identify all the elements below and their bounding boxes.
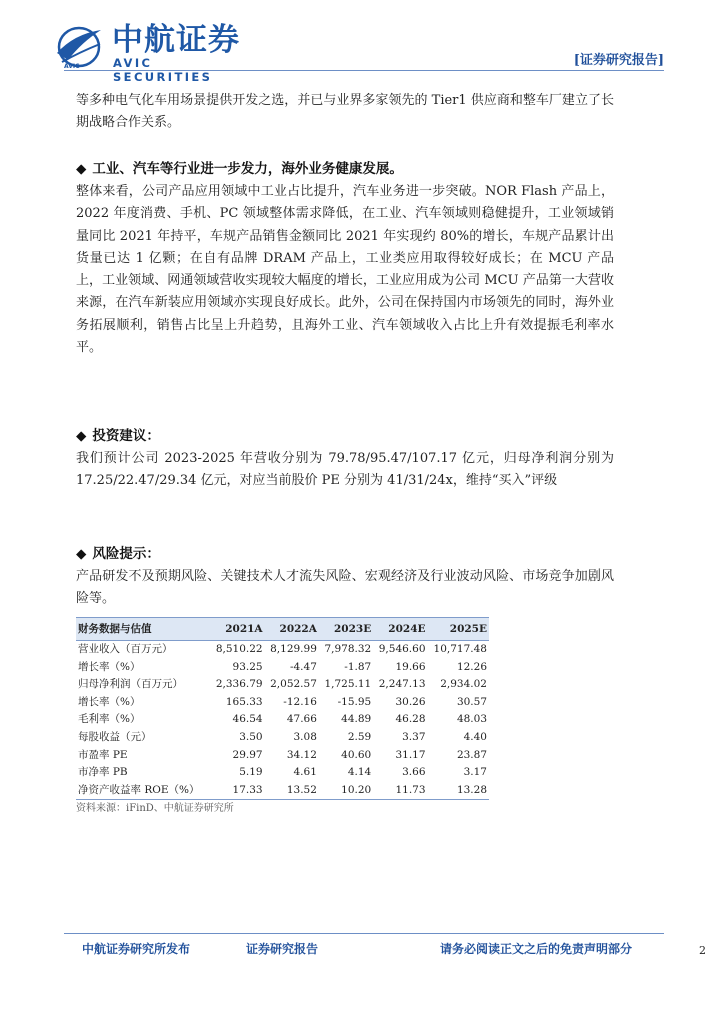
value-cell: 2,052.57	[270, 678, 317, 691]
value-cell: 3.66	[402, 766, 426, 779]
value-cell: 30.57	[456, 695, 487, 708]
value-cell: 29.97	[232, 748, 263, 761]
section-heading-investment	[76, 425, 614, 447]
section-title: 投资建议：	[92, 428, 160, 444]
value-cell: 3.50	[239, 730, 263, 743]
page-number: 2	[699, 944, 706, 957]
value-cell: 165.33	[225, 695, 263, 708]
table-header-cell: 2025E	[428, 618, 489, 641]
value-cell: 10.20	[319, 782, 373, 800]
industry-paragraph: 整体来看，公司产品应用领域中工业占比提升，汽车业务进一步突破。NOR Flash 产品上，2022 年度消费、手机、PC 领域整体需求降低，在工业、汽车领域则稳健提升，工业领域销量同比 2021 年持平，车规产品销售金额同比 2021 年实现约 80%的增长，车规产品累计出货量已达 1 亿颗；在自有品牌 DRAM 产品上，工业类应用取得较好成长；在 MCU 产品上，工业领域、网通领域营收实现较大幅度的增长，工业应用成为公司 MCU 产品第一大营收来源，在汽车新装应用领域亦实现良好成长。此外，公司在保持国内市场领先的同时，海外业务拓展顺利，销售占比呈上升趋势，且海外工业、汽车领域收入占比上升有效提振毛利率水平。	[76, 184, 614, 356]
footer-divider	[64, 933, 664, 934]
value-cell: 44.89	[341, 713, 372, 726]
value-cell: 5.19	[239, 766, 263, 779]
row-label-cell: 增长率（%）	[78, 660, 141, 673]
table-row	[76, 782, 489, 800]
footer-disclaimer-note: 请务必阅读正文之后的免责声明部分	[440, 942, 633, 956]
section-heading-risk	[76, 543, 614, 565]
value-cell: 8,510.22	[215, 643, 263, 655]
table-row	[76, 694, 489, 712]
value-cell: 2,247.13	[378, 678, 426, 691]
row-label-cell: 归母净利润（百万元）	[78, 678, 183, 691]
intro-paragraph: 等多种电气化车用场景提供开发之选，并已与业界多家领先的 Tier1 供应商和整车厂建立了长期战略合作关系。	[76, 93, 614, 131]
value-cell: 3.17	[463, 766, 487, 779]
diamond-bullet-icon: ◆	[76, 428, 87, 444]
value-cell: 47.66	[286, 713, 317, 726]
section-title: 工业、汽车等行业进一步发力，海外业务健康发展。	[92, 161, 403, 177]
value-cell: 17.33	[210, 782, 264, 800]
financial-data-table	[76, 617, 489, 800]
row-label-cell: 毛利率（%）	[78, 713, 141, 726]
report-type-tag: [证券研究报告]	[573, 53, 664, 68]
table-header-cell: 财务数据与估值	[76, 618, 210, 641]
value-cell: -15.95	[337, 695, 372, 708]
value-cell: 13.52	[265, 782, 319, 800]
value-cell: 31.17	[395, 748, 426, 761]
value-cell: 11.73	[373, 782, 427, 800]
value-cell: 40.60	[341, 748, 372, 761]
value-cell: -4.47	[289, 660, 317, 673]
table-header-cell: 2022A	[265, 618, 319, 641]
table-header-cell: 2021A	[210, 618, 264, 641]
value-cell: 93.25	[232, 660, 263, 673]
risk-paragraph: 产品研发不及预期风险、关键技术人才流失风险、宏观经济及行业波动风险、市场竞争加剧风险等。	[76, 569, 614, 607]
value-cell: 46.28	[395, 713, 426, 726]
table-row	[76, 659, 489, 677]
value-cell: 4.40	[463, 730, 487, 743]
table-body	[76, 641, 489, 800]
value-cell: 23.87	[456, 748, 487, 761]
diamond-bullet-icon: ◆	[76, 161, 87, 177]
value-cell: 30.26	[395, 695, 426, 708]
investment-paragraph: 我们预计公司 2023-2025 年营收分别为 79.78/95.47/107.17 亿元，归母净利润分别为 17.25/22.47/29.34 亿元，对应当前股价 PE 分别为 41/31/24x，维持“买入”评级	[76, 451, 614, 489]
value-cell: 4.61	[293, 766, 317, 779]
value-cell: 46.54	[232, 713, 263, 726]
value-cell: -1.87	[344, 660, 372, 673]
value-cell: 10,717.48	[433, 643, 487, 655]
value-cell: -12.16	[283, 695, 317, 708]
footer-report-type: 证券研究报告	[246, 942, 319, 956]
table-row	[76, 641, 489, 659]
table-header-cell: 2023E	[319, 618, 373, 641]
value-cell: 48.03	[456, 713, 487, 726]
value-cell: 13.28	[428, 782, 489, 800]
table-row	[76, 676, 489, 694]
value-cell: 1,725.11	[324, 678, 372, 691]
value-cell: 7,978.32	[324, 643, 372, 655]
company-logo	[54, 22, 254, 84]
table-row	[76, 764, 489, 782]
footer-publisher: 中航证券研究所发布	[82, 942, 191, 956]
section-heading-industry	[76, 158, 614, 180]
table-source-note: 资料来源：iFinD、中航证券研究所	[76, 803, 234, 814]
value-cell: 2.59	[347, 730, 372, 743]
row-label-cell: 增长率（%）	[78, 695, 141, 708]
table-row	[76, 729, 489, 747]
table-header-cell: 2024E	[373, 618, 427, 641]
logo-english-name: AVIC SECURITIES	[113, 56, 213, 84]
table-header-row	[76, 618, 489, 641]
value-cell: 19.66	[395, 660, 426, 673]
logo-chinese-name: 中航证券	[112, 22, 240, 58]
diamond-bullet-icon: ◆	[76, 546, 87, 562]
logo-badge-text: AVIC	[64, 63, 80, 70]
value-cell: 3.08	[293, 730, 317, 743]
row-label-cell: 净资产收益率 ROE（%）	[76, 782, 210, 800]
value-cell: 34.12	[286, 748, 317, 761]
row-label-cell: 市盈率 PE	[78, 748, 128, 761]
section-title: 风险提示：	[92, 546, 160, 562]
table-row	[76, 711, 489, 729]
value-cell: 2,336.79	[215, 678, 263, 691]
value-cell: 3.37	[402, 730, 426, 743]
row-label-cell: 每股收益（元）	[78, 730, 152, 743]
row-label-cell: 市净率 PB	[78, 766, 128, 779]
value-cell: 8,129.99	[270, 643, 317, 655]
value-cell: 12.26	[456, 660, 487, 673]
row-label-cell: 营业收入（百万元）	[78, 643, 173, 655]
value-cell: 9,546.60	[378, 643, 426, 655]
avic-logo-icon	[54, 22, 104, 70]
value-cell: 4.14	[347, 766, 372, 779]
header-divider	[64, 70, 664, 71]
value-cell: 2,934.02	[440, 678, 487, 691]
table-row	[76, 747, 489, 765]
